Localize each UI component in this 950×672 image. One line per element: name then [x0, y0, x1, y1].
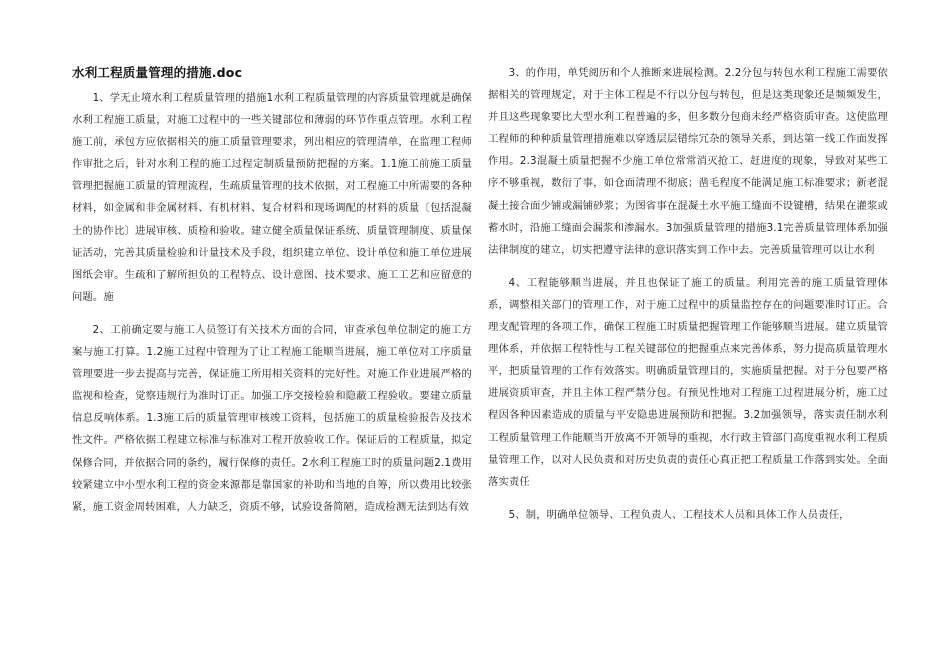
paragraph-1: 1、学无止境水利工程质量管理的措施1水利工程质量管理的内容质量管理就是确保水利工程施工质量，对施工过程中的一些关键部位和薄弱的环节作重点管理。水利工程施工前，承包方应依据相关的施工质量管理要求，列出相应的管理清单，在监理工程师作审批之后，针对水利工程的施工过程定制质量预防把握的方案。1.1施工前施工质量管理把握施工质量的管理流程，生疏质量管理的技术依据，对工程施工中所需要的各种材料，如金属和非金属材料、有机材料、复合材料和现场调配的材料的质量〔包括混凝土的协作比〕进展审核、质检和验收。建立健全质量保证系统、质量管理制度、质量保证活动，完善其质量检验和计量技术及手段，组织建立单位、设计单位和施工单位进展图纸会审。生疏和了解所担负的工程特点、设计意图、技术要求、施工工艺和应留意的问题。施: [72, 92, 472, 303]
paragraph-5: 5、制，明确单位领导、工程负责人、工程技术人员和具体工作人员责任，: [508, 508, 850, 521]
paragraph-4: 4、工程能够顺当进展，并且也保证了施工的质量。利用完善的施工质量管理体系，调整相关部门的管理工作，对于施工过程中的质量监控存在的问题要准时订正。合理支配管理的各项工作，确保工程施工时质量把握管理工作能够顺当进展。建立质量管理体系，并依据工程特性与工程关键部位的把握重点来完善体系，努力提高质量管理水平，把质量管理的工作有效落实。明确质量管理目的，实施质量把握。对于分包要严格进展资质审查，并且主体工程严禁分包。有预见性地对工程施工过程进展分析，施工过程因各种因素造成的质量与平安隐患进展预防和把握。3.2加强领导，落实责任制水利工程质量管理工作能顺当开放离不开领导的重视，水行政主管部门高度重视水利工程质量管理工作，以对人民负责和对历史负责的责任心真正把工程质量工作落到实处。全面落实责任: [488, 276, 888, 488]
paragraph-3: 3、的作用，单凭阅历和个人推断来进展检测。2.2分包与转包水利工程施工需要依据相关的管理规定，对于主体工程是不行以分包与转包，但是这类现象还是频频发生，并且这些现象要比大型水利工程普遍的多，但多数分包商未经严格资质审查。这使监理工程师的种种质量管理措施难以穿透层层错综冗杂的领导关系，到达第一线工作面发挥作用。2.3混凝土质量把握不少施工单位常常消灭抢工、赶进度的现象，导致对某些工序不够重视，数衍了事，如仓面清理不彻底；凿毛程度不能满足施工标准要求；新老混凝土接合面少铺或漏铺砂浆；为图省事在混凝土水平施工缝面不设键槽，结果在灌浆或蓄水时，沿施工缝面会漏浆和渗漏水。3加强质量管理的措施3.1完善质量管理体系加强法律制度的建立，切实把遵守法律的意识落实到工作中去。完善质量管理可以让水利: [488, 67, 888, 256]
document-title: 水利工程质量管理的措施.doc: [72, 65, 243, 80]
left-column: [72, 62, 472, 529]
right-column: [488, 62, 888, 537]
paragraph-2: 2、工前确定要与施工人员签订有关技术方面的合同，审查承包单位制定的施工方案与施工打算。1.2施工过程中管理为了让工程施工能顺当进展，施工单位对工序质量管理要进一步去提高与完善，保证施工所用相关资料的完好性。对施工作业进展严格的监视和检查，觉察违规行为准时订正。加强工序交接检验和隐蔽工程验收。要建立质量信息反响体系。1.3施工后的质量管理审核竣工资料，包括施工的质量检验报告及技术性文件。严格依据工程建立标准与标准对工程开放验收工作。保证后的工程质量，拟定保修合同，并依据合同的条约，履行保修的责任。2水利工程施工时的质量问题2.1费用较紧建立中小型水利工程的资金来源都是靠国家的补助和当地的自筹，所以费用比较张紧，施工资金周转困难，人力缺乏，资质不够，试验设备简陋，造成检测无法到达有效: [72, 323, 472, 513]
